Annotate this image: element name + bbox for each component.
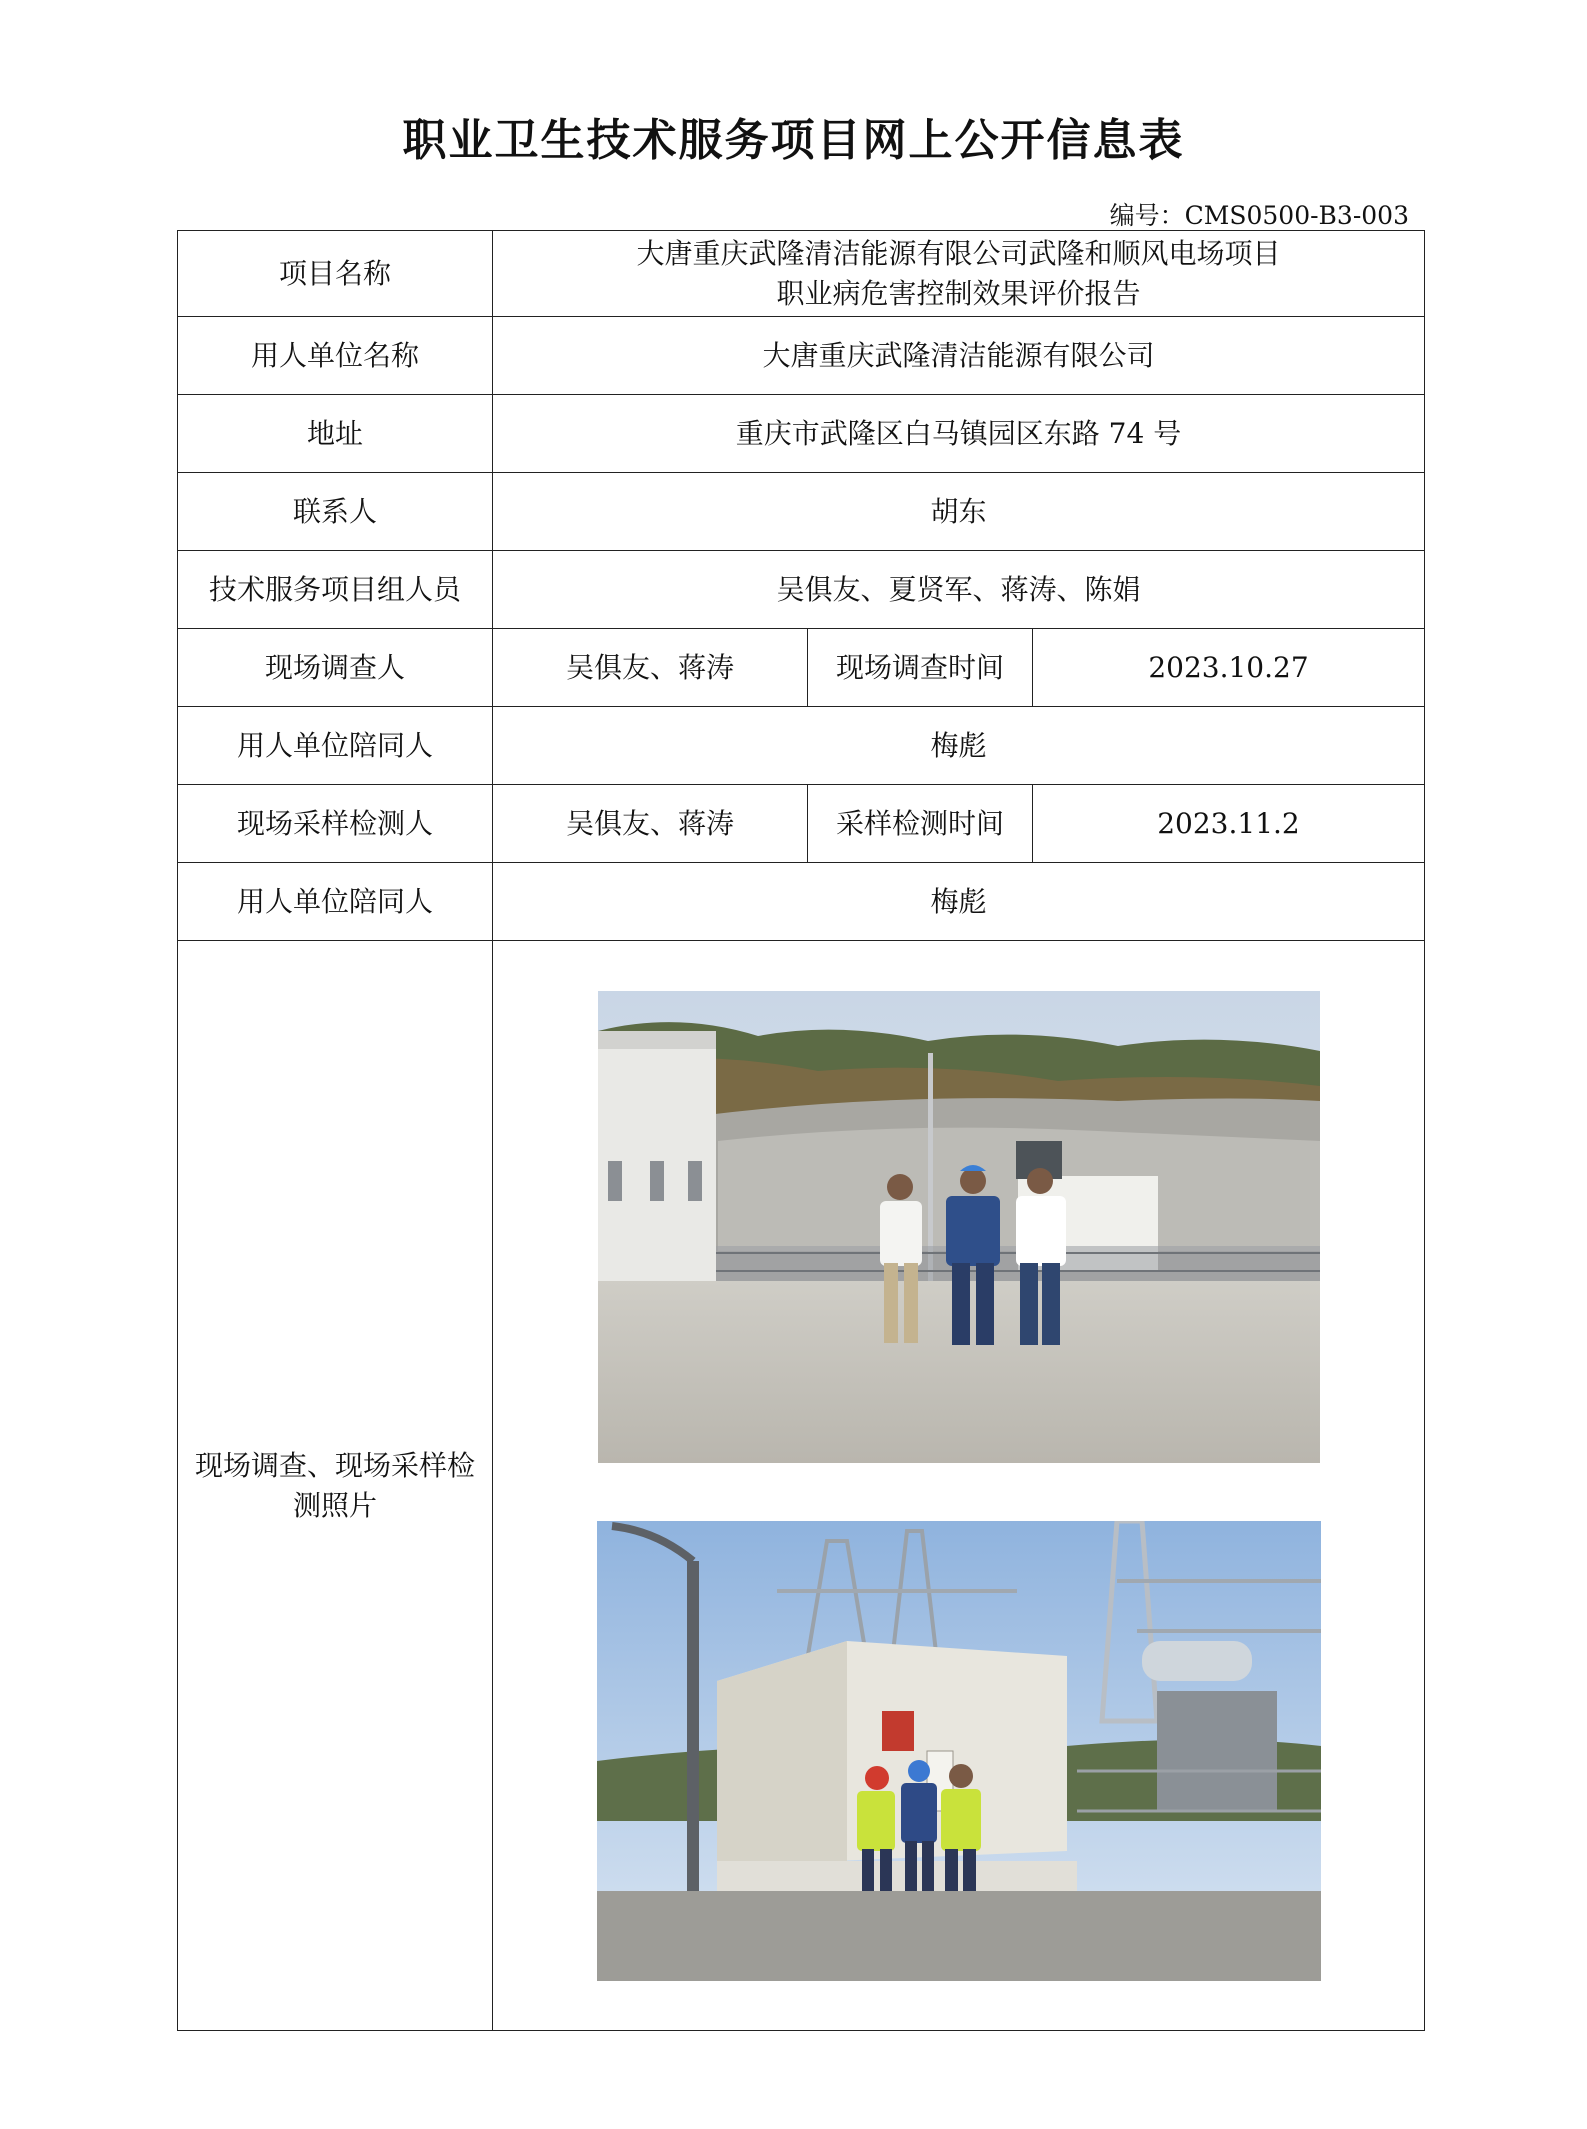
- row-survey: [178, 629, 1425, 707]
- row-address: [178, 395, 1425, 473]
- label-sampling: 现场采样检测人: [178, 785, 493, 863]
- row-employer: [178, 317, 1425, 395]
- value-project-name: [493, 231, 1425, 317]
- value-project-name-line1: 大唐重庆武隆清洁能源有限公司武隆和顺风电场项目: [636, 236, 1281, 270]
- value-contact: 胡东: [493, 473, 1425, 551]
- label-contact: 联系人: [178, 473, 493, 551]
- label-team: 技术服务项目组人员: [178, 551, 493, 629]
- label-survey-time: 现场调查时间: [808, 629, 1033, 707]
- label-sampling-escort: 用人单位陪同人: [178, 863, 493, 941]
- value-sampling-time: 2023.11.2: [1033, 785, 1425, 863]
- value-survey-escort: 梅彪: [493, 707, 1425, 785]
- label-photos: 现场调查、现场采样检测照片: [178, 941, 493, 2031]
- label-employer: 用人单位名称: [178, 317, 493, 395]
- document-number: 编号：CMS0500-B3-003: [1109, 201, 1409, 230]
- photos-cell: [493, 941, 1425, 2031]
- label-project-name: 项目名称: [178, 231, 493, 317]
- label-address: 地址: [178, 395, 493, 473]
- site-survey-photo: [598, 991, 1320, 1463]
- label-survey: 现场调查人: [178, 629, 493, 707]
- value-address: 重庆市武隆区白马镇园区东路 74 号: [493, 395, 1425, 473]
- row-photos: [178, 941, 1425, 2031]
- row-sampling-escort: [178, 863, 1425, 941]
- page-title: 职业卫生技术服务项目网上公开信息表: [402, 115, 1185, 166]
- value-sampling-escort: 梅彪: [493, 863, 1425, 941]
- row-contact: [178, 473, 1425, 551]
- info-table: [177, 230, 1425, 2031]
- row-project-name: [178, 231, 1425, 317]
- value-survey: 吴俱友、蒋涛: [493, 629, 808, 707]
- value-employer: 大唐重庆武隆清洁能源有限公司: [493, 317, 1425, 395]
- value-sampling: 吴俱友、蒋涛: [493, 785, 808, 863]
- row-sampling: [178, 785, 1425, 863]
- value-project-name-line2: 职业病危害控制效果评价报告: [776, 276, 1141, 310]
- row-team: [178, 551, 1425, 629]
- value-survey-time: 2023.10.27: [1033, 629, 1425, 707]
- sampling-photo: [597, 1521, 1321, 1981]
- value-team: 吴俱友、夏贤军、蒋涛、陈娟: [493, 551, 1425, 629]
- label-sampling-time: 采样检测时间: [808, 785, 1033, 863]
- row-survey-escort: [178, 707, 1425, 785]
- label-survey-escort: 用人单位陪同人: [178, 707, 493, 785]
